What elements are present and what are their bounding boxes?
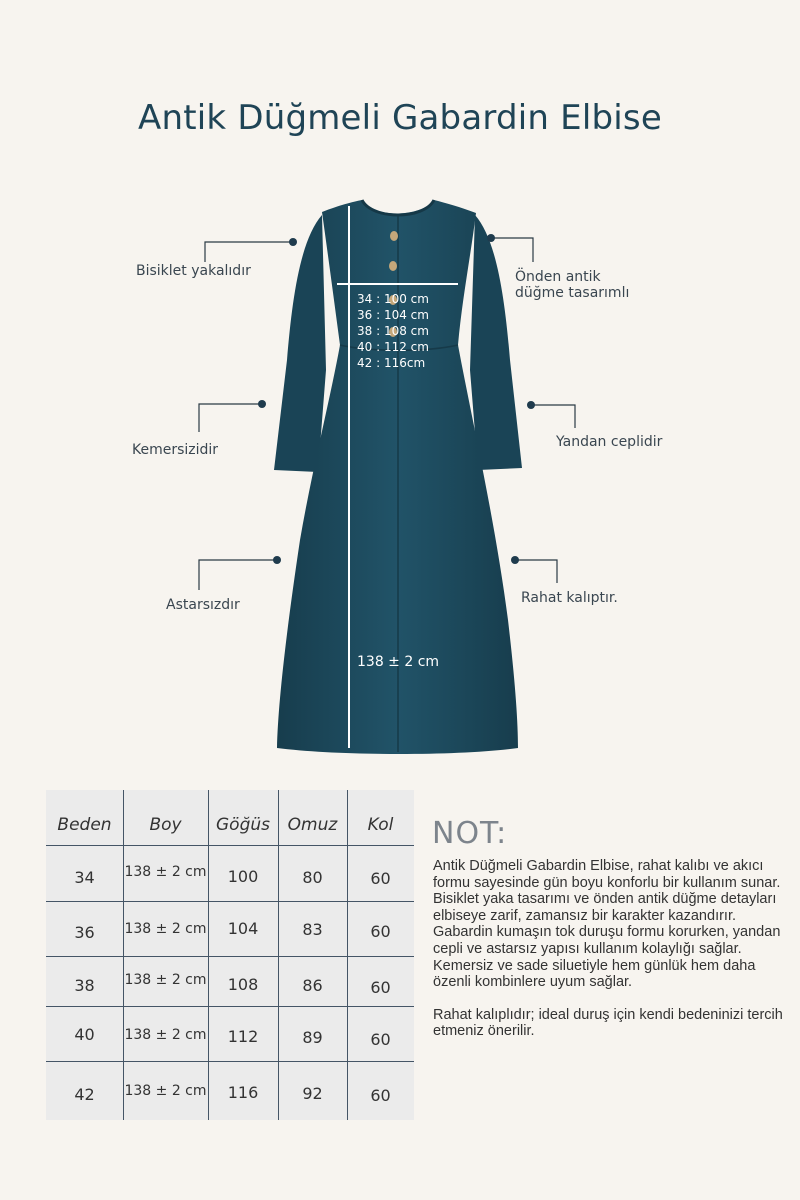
table-cell: 138 ± 2 cm [124,972,207,988]
chest-measure-42: 42 : 116cm [357,356,426,370]
header-boy: Boy [149,815,182,835]
button-1 [390,231,398,241]
leader-fit [515,560,557,583]
leader-buttons [491,238,533,262]
table-cell: 116 [227,1083,259,1102]
callout-lining: Astarsızdır [166,597,240,613]
note-title: NOT: [432,816,508,851]
table-cell: 40 [74,1025,95,1044]
note-paragraph-1: Antik Düğmeli Gabardin Elbise, rahat kalıbı ve akıcı formu sayesinde gün boyu konforlu bir kullanım sunar. Bisiklet yaka tasarımı ve önden antik düğme detayları elbiseye zarif, zamansız bir karakter kazandırır. Gabardin kumaşın tok duruşu formu korurken, yandan cepli ve astarsız yapısı kullanım kolaylığı sağlar. Kemersiz ve sade siluetiyle hem günlük hem daha özenli kombinlere uyum sağlar. [433,858,781,991]
leader-belt [199,404,262,432]
table-cell: 42 [74,1085,95,1104]
right-sleeve [470,215,522,470]
table-cell: 60 [370,1030,391,1049]
callout-fit: Rahat kalıptır. [521,590,618,606]
dot-buttons [487,234,495,242]
table-cell: 36 [74,923,95,942]
chest-measure-40: 40 : 112 cm [357,340,429,354]
leader-pocket [531,405,575,428]
table-cell: 38 [74,976,95,995]
table-cell: 34 [74,868,95,887]
table-cell: 60 [370,869,391,888]
table-cell: 60 [370,1086,391,1105]
dot-collar [289,238,297,246]
table-cell: 92 [302,1084,323,1103]
length-label: 138 ± 2 cm [357,654,440,670]
callout-collar: Bisiklet yakalıdır [136,263,251,279]
table-cell: 60 [370,978,391,997]
table-cell: 83 [302,920,323,939]
chest-measure-38: 38 : 108 cm [357,324,429,338]
table-cell: 138 ± 2 cm [124,864,207,880]
button-2 [389,261,397,271]
table-cell: 80 [302,868,323,887]
callout-pocket: Yandan ceplidir [556,434,663,450]
dot-belt [258,400,266,408]
table-cell: 138 ± 2 cm [124,921,207,937]
dot-lining [273,556,281,564]
header-gogus: Göğüs [216,815,270,835]
left-sleeve [274,215,326,472]
header-beden: Beden [57,815,112,835]
table-cell: 100 [227,867,259,886]
size-table [46,790,414,1120]
table-cell: 138 ± 2 cm [124,1027,207,1043]
leader-collar [205,242,292,262]
table-cell: 86 [302,976,323,995]
table-cell: 60 [370,922,391,941]
table-cell: 112 [227,1027,259,1046]
leader-lining [199,560,277,590]
header-omuz: Omuz [287,815,338,835]
table-cell: 108 [227,975,259,994]
note-paragraph-2: Rahat kalıplıdır; ideal duruş için kendi bedeninizi tercih etmeniz önerilir. [433,1006,783,1040]
note-body [433,858,783,1056]
table-cell: 138 ± 2 cm [124,1083,207,1099]
dot-pocket [527,401,535,409]
page-title: Antik Düğmeli Gabardin Elbise [138,98,662,138]
callout-buttons-line2: düğme tasarımlı [515,285,630,301]
table-cell: 89 [302,1028,323,1047]
table-cell: 104 [227,919,259,938]
dot-fit [511,556,519,564]
chest-measure-34: 34 : 100 cm [357,292,429,306]
header-kol: Kol [367,815,394,835]
callout-buttons-line1: Önden antik [515,269,601,285]
chest-measure-36: 36 : 104 cm [357,308,429,322]
callout-belt: Kemersizidir [132,442,219,458]
